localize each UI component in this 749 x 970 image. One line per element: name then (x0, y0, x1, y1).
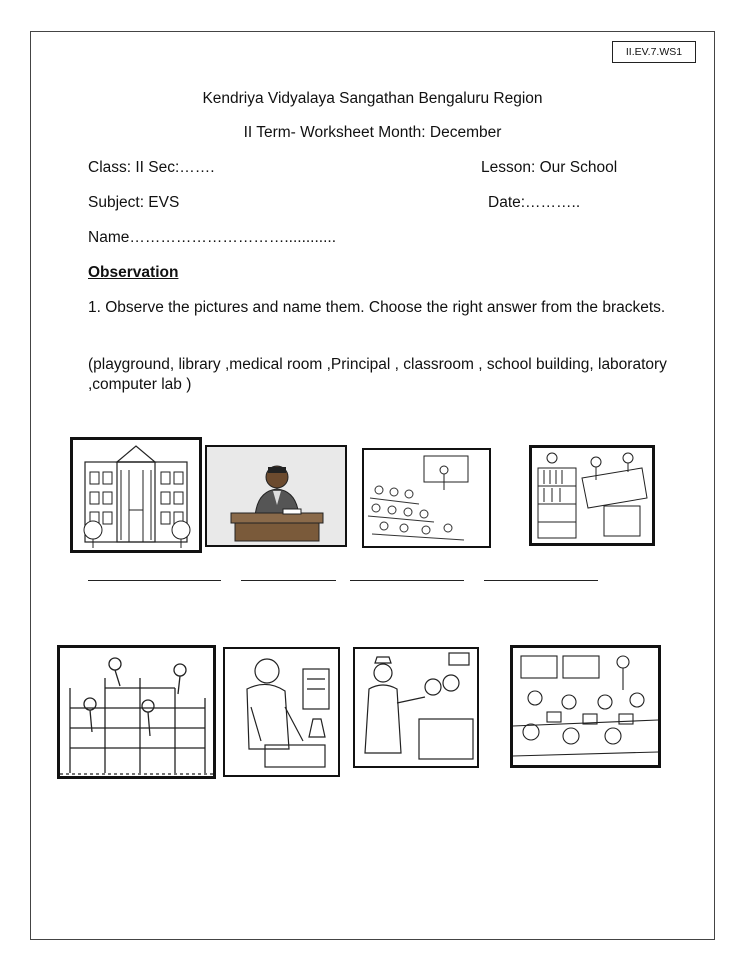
worksheet-subtitle: II Term- Worksheet Month: December (243, 124, 502, 141)
worksheet-code: II.EV.7.WS1 (612, 41, 696, 63)
lesson-label: Lesson: Our School (481, 159, 618, 176)
principal-at-desk-drawing-icon (207, 447, 345, 545)
class-label: Class: II Sec:……. (88, 159, 215, 176)
options-text: (playground, library ,medical room ,Principal , classroom , school building, laboratory ,computer lab ) (88, 356, 667, 393)
classroom-drawing-icon (364, 450, 489, 546)
answer-blank-3[interactable] (350, 579, 464, 581)
name-label: Name…………………………............ (88, 229, 337, 246)
worksheet-title: Kendriya Vidyalaya Sangathan Bengaluru Region (202, 90, 543, 107)
school-building-picture (70, 437, 202, 553)
answer-blank-2[interactable] (241, 579, 336, 581)
playground-picture (57, 645, 216, 779)
laboratory-picture (223, 647, 340, 777)
library-drawing-icon (532, 448, 652, 543)
section-heading: Observation (88, 264, 179, 281)
principal-picture (205, 445, 347, 547)
subject-label: Subject: EVS (88, 194, 180, 211)
computer-lab-drawing-icon (513, 648, 658, 765)
date-label: Date:……….. (488, 194, 581, 211)
classroom-picture (362, 448, 491, 548)
medical-room-picture (353, 647, 479, 768)
laboratory-scientist-drawing-icon (225, 649, 338, 775)
playground-climbing-frame-drawing-icon (60, 648, 213, 776)
answer-blank-1[interactable] (88, 579, 221, 581)
library-picture (529, 445, 655, 546)
computer-lab-picture (510, 645, 661, 768)
school-building-drawing-icon (73, 440, 199, 550)
medical-room-nurse-drawing-icon (355, 649, 477, 766)
answer-blank-4[interactable] (484, 579, 598, 581)
question-text: 1. Observe the pictures and name them. Choose the right answer from the brackets. (88, 299, 666, 316)
